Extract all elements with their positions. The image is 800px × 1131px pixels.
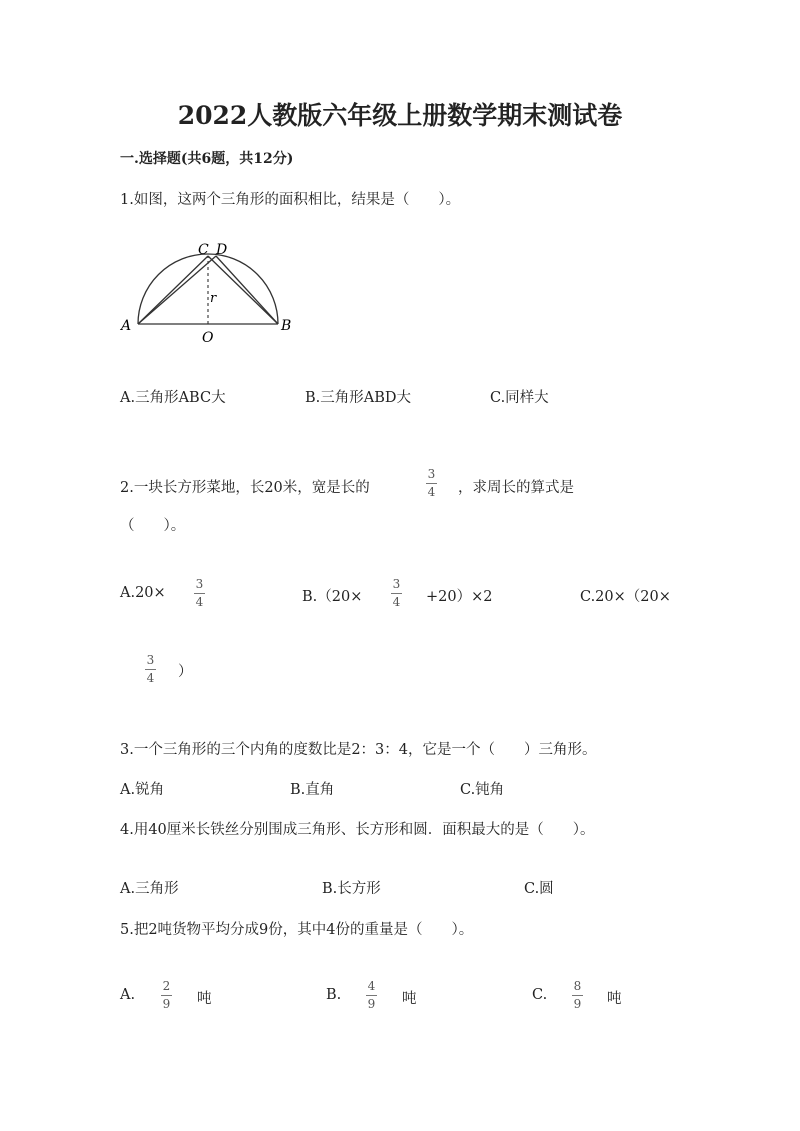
fraction-denominator: 9 <box>162 997 171 1011</box>
section-heading: 一.选择题(共6题，共12分) <box>120 151 294 167</box>
q1-option-a: A.三角形ABC大 <box>120 390 226 406</box>
q5-option-c-fraction <box>572 980 583 1010</box>
question-2-blank: （ ）。 <box>120 518 186 534</box>
fraction-bar <box>145 669 156 670</box>
q4-option-a: A.三角形 <box>120 881 179 897</box>
q3-option-c: C.钝角 <box>460 782 505 798</box>
question-3-text: 3.一个三角形的三个内角的度数比是2：3：4，它是一个（ ）三角形。 <box>120 742 597 758</box>
q3-option-b: B.直角 <box>290 782 335 798</box>
q2-option-b-rest: +20）×2 <box>426 589 493 605</box>
fraction-numerator: 2 <box>162 979 171 993</box>
fraction-numerator: 3 <box>392 577 401 591</box>
semicircle-triangles-figure <box>118 238 298 348</box>
fraction-numerator: 3 <box>195 577 204 591</box>
q2-option-c-rest: ） <box>178 664 193 680</box>
question-2-text-after: ，求周长的算式是 <box>458 480 574 496</box>
question-5-text: 5.把2吨货物平均分成9份，其中4份的重量是（ ）。 <box>120 922 474 938</box>
label-o: O <box>202 330 214 346</box>
q4-option-c: C.圆 <box>524 881 554 897</box>
q5-option-b-label: B. <box>326 987 342 1003</box>
q3-option-a: A.锐角 <box>120 782 165 798</box>
fraction-denominator: 4 <box>146 671 155 685</box>
q2-option-b-fraction <box>391 578 402 608</box>
fraction-bar <box>366 995 377 996</box>
fraction-denominator: 4 <box>392 595 401 609</box>
label-a: A <box>121 318 132 334</box>
fraction-numerator: 3 <box>427 467 436 481</box>
fraction-denominator: 9 <box>367 997 376 1011</box>
fraction-bar <box>426 483 437 484</box>
q2-option-a: A.20× <box>120 585 166 601</box>
q5-option-b-fraction <box>366 980 377 1010</box>
fraction-denominator: 9 <box>573 997 582 1011</box>
q4-option-b: B.长方形 <box>322 881 381 897</box>
fraction-numerator: 8 <box>573 979 582 993</box>
q5-option-a-label: A. <box>120 987 136 1003</box>
label-r: r <box>210 291 217 306</box>
q2-option-a-fraction <box>194 578 205 608</box>
q1-option-b: B.三角形ABD大 <box>305 390 412 406</box>
question-1-text: 1.如图，这两个三角形的面积相比，结果是（ ）。 <box>120 192 461 208</box>
q5-option-c-unit: 吨 <box>607 991 622 1007</box>
fraction-bar <box>161 995 172 996</box>
q2-option-c-fraction <box>145 654 156 684</box>
q2-option-c: C.20×（20× <box>580 589 671 605</box>
q5-option-a-unit: 吨 <box>197 991 212 1007</box>
question-2-text: 2.一块长方形菜地，长20米，宽是长的 <box>120 480 370 496</box>
fraction-bar <box>391 593 402 594</box>
label-c: C <box>198 242 209 258</box>
label-b: B <box>281 318 292 334</box>
q5-option-c-label: C. <box>532 987 548 1003</box>
fraction-bar <box>194 593 205 594</box>
fraction-numerator: 4 <box>367 979 376 993</box>
q2-fraction <box>426 468 437 498</box>
fraction-denominator: 4 <box>427 485 436 499</box>
q5-option-a-fraction <box>161 980 172 1010</box>
q5-option-b-unit: 吨 <box>402 991 417 1007</box>
fraction-denominator: 4 <box>195 595 204 609</box>
question-4-text: 4.用40厘米长铁丝分别围成三角形、长方形和圆．面积最大的是（ ）。 <box>120 822 595 838</box>
q2-option-b: B.（20× <box>302 589 363 605</box>
label-d: D <box>216 242 228 258</box>
fraction-numerator: 3 <box>146 653 155 667</box>
page-title: 2022人教版六年级上册数学期末测试卷 <box>177 101 623 130</box>
q1-option-c: C.同样大 <box>490 390 549 406</box>
fraction-bar <box>572 995 583 996</box>
